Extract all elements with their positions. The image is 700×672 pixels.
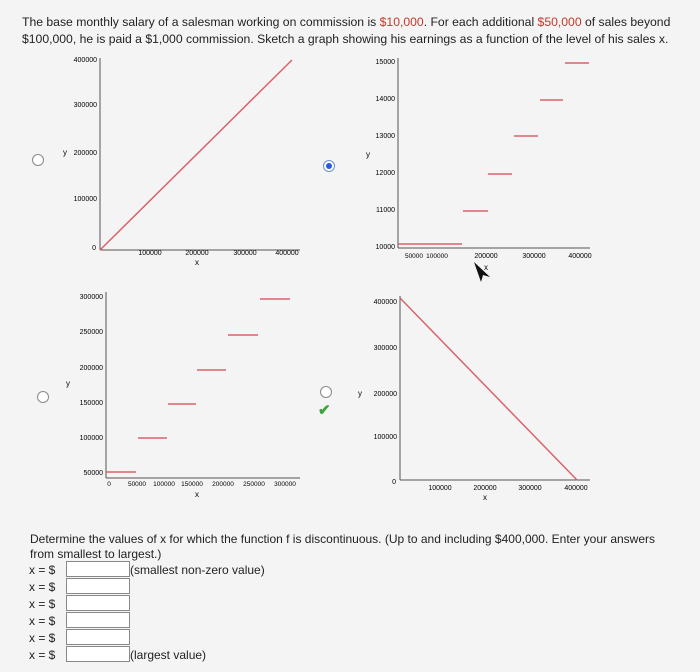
graph-c-xtick: 50000 bbox=[127, 481, 147, 488]
answer-row bbox=[29, 631, 64, 647]
answer-row bbox=[29, 614, 64, 630]
graph-a-ytick: 300000 bbox=[73, 102, 97, 109]
graph-c-ytick: 50000 bbox=[83, 470, 103, 477]
graph-a-xtick: 100000 bbox=[138, 250, 162, 257]
answer-row bbox=[29, 597, 64, 613]
graph-a-ytick: 100000 bbox=[73, 196, 97, 203]
graph-b-x-letter: x bbox=[484, 263, 488, 272]
salary-value: $10,000 bbox=[379, 15, 424, 29]
graph-d-x-letter: x bbox=[483, 493, 487, 502]
graph-b bbox=[366, 58, 592, 282]
graph-a-line bbox=[100, 60, 292, 250]
graph-d-ytick: 300000 bbox=[373, 345, 397, 352]
graph-c bbox=[66, 292, 300, 499]
graph-b-xtick: 50000 bbox=[404, 253, 424, 260]
answer-input-1[interactable] bbox=[66, 561, 130, 577]
graph-d-origin: 0 bbox=[392, 479, 396, 486]
graph-c-xtick: 300000 bbox=[274, 481, 296, 488]
graph-c-x-letter: x bbox=[195, 490, 199, 499]
question-part-2: . For each additional bbox=[423, 15, 538, 29]
answer-input-2[interactable] bbox=[66, 578, 130, 594]
graph-d-xtick: 200000 bbox=[473, 485, 497, 492]
graph-b-xtick: 400000 bbox=[568, 253, 592, 260]
graph-a bbox=[63, 57, 300, 267]
graph-a-xtick: 200000 bbox=[185, 250, 209, 257]
answer-row bbox=[29, 648, 207, 664]
graph-b-ytick: 13000 bbox=[375, 133, 395, 140]
graph-b-ytick: 14000 bbox=[375, 96, 395, 103]
graph-c-ytick: 100000 bbox=[79, 435, 103, 442]
answer-input-4[interactable] bbox=[66, 612, 130, 628]
graph-c-xtick: 250000 bbox=[243, 481, 265, 488]
graph-a-xtick: 400000 bbox=[275, 250, 299, 257]
graph-b-xtick: 100000 bbox=[426, 253, 448, 260]
graph-a-origin: 0 bbox=[92, 245, 96, 252]
graph-d-ytick: 200000 bbox=[373, 391, 397, 398]
answer-input-6[interactable] bbox=[66, 646, 130, 662]
graph-b-ytick: 10000 bbox=[375, 244, 395, 251]
answer-input-3[interactable] bbox=[66, 595, 130, 611]
question-part-3: of sales beyond $100,000, he is paid a $1,000 commission. Sketch a graph showing his earnings as a function of the level of his sales x. bbox=[22, 15, 671, 46]
graph-b-ytick: 12000 bbox=[375, 170, 395, 177]
answer-row bbox=[29, 563, 265, 579]
answer-row bbox=[29, 580, 64, 596]
graph-c-y-letter: y bbox=[66, 379, 70, 388]
graph-c-ytick: 300000 bbox=[79, 294, 103, 301]
graph-c-ytick: 250000 bbox=[79, 329, 103, 336]
increment-value: $50,000 bbox=[537, 15, 582, 29]
graph-c-ytick: 150000 bbox=[79, 400, 103, 407]
graph-d-y-letter: y bbox=[358, 389, 362, 398]
largest-note: (largest value) bbox=[130, 648, 207, 662]
answer-label: x = $ bbox=[29, 614, 56, 628]
graph-a-ytick: 400000 bbox=[73, 57, 97, 64]
answer-label: x = $ bbox=[29, 631, 56, 645]
graph-d-xtick: 300000 bbox=[518, 485, 542, 492]
instruction-text: Determine the values of x for which the function f is discontinuous. (Up to and including $400,000. Enter your answers from smallest to largest.) bbox=[30, 532, 656, 561]
graph-b-ytick: 15000 bbox=[375, 59, 395, 66]
question-part-1: The base monthly salary of a salesman working on commission is bbox=[22, 15, 380, 29]
graph-d-xtick: 100000 bbox=[428, 485, 452, 492]
graph-b-xtick: 200000 bbox=[474, 253, 498, 260]
graph-a-x-letter: x bbox=[195, 258, 199, 267]
graph-a-ytick: 200000 bbox=[73, 150, 97, 157]
graph-a-xtick: 300000 bbox=[233, 250, 257, 257]
graph-b-xtick: 300000 bbox=[522, 253, 546, 260]
graph-c-xtick: 200000 bbox=[212, 481, 234, 488]
graph-a-y-letter: y bbox=[63, 148, 67, 157]
graph-c-xtick: 0 bbox=[107, 481, 111, 488]
answer-label: x = $ bbox=[29, 597, 56, 611]
answer-label: x = $ bbox=[29, 563, 56, 577]
answer-input-5[interactable] bbox=[66, 629, 130, 645]
graph-d-xtick: 400000 bbox=[564, 485, 588, 492]
graph-d-ytick: 400000 bbox=[373, 299, 397, 306]
graph-d-ytick: 100000 bbox=[373, 434, 397, 441]
graph-b-y-letter: y bbox=[366, 150, 370, 159]
smallest-note: (smallest non-zero value) bbox=[130, 563, 265, 577]
graph-c-xtick: 100000 bbox=[153, 481, 175, 488]
correct-check-icon: ✔ bbox=[318, 402, 331, 419]
graph-d bbox=[358, 296, 590, 502]
graph-d-line bbox=[400, 298, 577, 480]
graph-c-ytick: 200000 bbox=[79, 365, 103, 372]
graph-b-ytick: 11000 bbox=[376, 207, 395, 214]
graph-c-xtick: 150000 bbox=[181, 481, 203, 488]
answer-label: x = $ bbox=[29, 580, 56, 594]
answer-label: x = $ bbox=[29, 648, 56, 662]
